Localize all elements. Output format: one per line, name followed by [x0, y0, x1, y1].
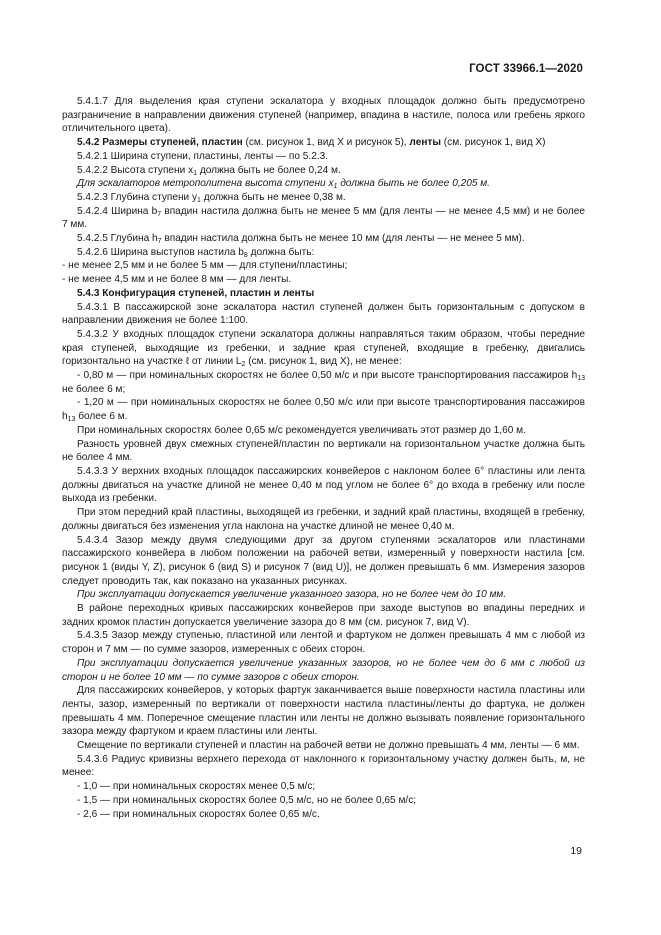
paragraph-pallet-edge: При этом передний край пластины, выходящей из гребенки, и задний край пластины, входящей в гребенку, должны двигаться без изменения угла наклона на участке длиной не менее 0,40 м.	[62, 507, 585, 532]
paragraph-5-4-2-3	[62, 191, 585, 205]
paragraph-5-4-3-3: 5.4.3.3 У верхних входных площадок пассажирских конвейеров с наклоном более 6° пластины или лента должны двигаться на участке длиной не менее 0,40 м под углом не более 6° до входа в гребенку или после выхода из гребенки.	[62, 465, 585, 505]
text-run: 5.4.3.2 У входных площадок ступени эскалатора должны направляться таким образом, чтобы передние края ступеней, выходящие из гребенки, и задние края ступеней, входящие в гребенку, двигались горизонтально на участке ℓ от линии L	[62, 328, 585, 368]
subscript: 7	[157, 210, 162, 218]
text-run: (см. рисунок 1, вид X), не менее:	[245, 356, 402, 368]
paragraph-5-4-3-2	[62, 328, 585, 369]
paragraph-5-4-3-6: 5.4.3.6 Радиус кривизны верхнего перехода от наклонного к горизонтальному участку должен быть, м, не менее:	[62, 753, 585, 779]
section-heading-5-4-2	[62, 136, 585, 150]
subscript: 8	[243, 251, 248, 259]
text-run: не более 6 м;	[62, 383, 126, 395]
paragraph-5-4-2-1: 5.4.2.1 Ширина ступени, пластины, ленты — по 5.2.3.	[77, 150, 329, 162]
text-run: - 0,80 м — при номинальных скоростях не более 0,50 м/с и при высоте транспортирования пассажиров h	[77, 370, 578, 382]
paragraph-vertical-displacement: Смещение по вертикали ступеней и пластин на рабочей ветви не должно превышать 4 мм, ленты — 6 мм.	[77, 740, 580, 752]
text-run: впадин настила должна быть не менее 10 мм (для ленты — не менее 5 мм).	[161, 233, 525, 245]
paragraph-level-difference: Разность уровней двух смежных ступеней/пластин по вертикали на горизонтальном участке должна быть не более 4 мм.	[62, 438, 585, 464]
paragraph-5-4-3-1: 5.4.3.1 В пассажирской зоне эскалатора настил ступеней должен быть горизонтальным с допуском в направлении движения не более 1:100.	[62, 301, 585, 327]
subscript: 1	[333, 183, 338, 191]
subscript: 7	[157, 238, 162, 246]
paragraph-5-4-3-4: 5.4.3.4 Зазор между двумя следующими друг за другом ступенями эскалаторов или пластинами пассажирского конвейера в любом положении на рабочей ветви, измеренный у поверхности настила [см. рисунок 1 (виды Y, Z), рисунок 6 (вид S) и рисунок 7 (вид U)], не должен превышать 6 мм. Измерения зазоров следует проводить так, как показано на указанных рисунках.	[62, 534, 585, 587]
subscript: 1	[197, 196, 201, 204]
document-header: ГОСТ 33966.1—2020	[469, 63, 583, 75]
paragraph-5-4-1-7: 5.4.1.7 Для выделения края ступени эскалатора у входных площадок должно быть предусмотрено разграничение в направлении движения ступеней (например, впадина в настиле, полоса или гребень яркого отличительного цвета).	[62, 96, 585, 135]
text-run: должна быть не более 0,205 м.	[337, 178, 490, 190]
text-run: 5.4.2.4 Ширина b	[77, 205, 158, 217]
subscript: 1	[193, 169, 198, 177]
note-operation-gap: При эксплуатации допускается увеличение указанного зазора, но не более чем до 10 мм.	[77, 589, 507, 601]
page-body	[62, 95, 585, 821]
paragraph-5-4-2-2	[62, 164, 585, 178]
text-run: впадин настила должна быть не менее 5 мм (для ленты — не менее 4,5 мм) и не более 7 мм.	[62, 205, 585, 231]
paragraph-skirt-conveyors: Для пассажирских конвейеров, у которых фартук заканчивается выше поверхности настила пластины или ленты, зазор, измеренный по вертикали от поверхности настила пластины/ленты до фартука, не должен превышать 4 мм. Поперечное смещение пластин или ленты не должно вызывать появление горизонтального зазора между фартуком и краем пластины или ленты.	[62, 685, 585, 738]
heading-text: (см. рисунок 1, вид X)	[440, 137, 546, 149]
heading-text: (см. рисунок 1, вид X и рисунок 5),	[242, 137, 410, 149]
list-item	[62, 396, 585, 423]
list-item: - 1,0 — при номинальных скоростях менее 0,5 м/с;	[77, 781, 316, 793]
list-item: - не менее 4,5 мм и не более 8 мм — для ленты.	[62, 274, 292, 286]
note-operation-gaps: При эксплуатации допускается увеличение указанных зазоров, но не более чем до 6 мм с любой из сторон и не более 10 мм — по сумме зазоров с обеих сторон.	[62, 657, 585, 683]
list-item: - не менее 2,5 мм и не более 5 мм — для ступени/пластины;	[62, 260, 348, 272]
paragraph-5-4-2-6	[62, 246, 585, 260]
text-run: 5.4.2.3 Глубина ступени y	[77, 191, 198, 203]
subscript: 13	[67, 416, 76, 424]
text-run: - 1,20 м — при номинальных скоростях не более 0,50 м/с или при высоте транспортирования пассажиров h	[62, 397, 585, 423]
paragraph-5-4-3-5: 5.4.3.5 Зазор между ступенью, пластиной или лентой и фартуком не должен превышать 4 мм с любой из сторон и 7 мм — по сумме зазоров, измеренных с обеих сторон.	[62, 630, 585, 656]
text-run: должна быть:	[247, 246, 315, 258]
note-metro-step-height	[62, 177, 585, 191]
subscript: 2	[241, 361, 246, 369]
text-run: 5.4.2.2 Высота ступени x	[77, 164, 194, 176]
paragraph-transition-curves: В районе переходных кривых пассажирских конвейеров при заходе выступов во впадины передних и задних кромок пластин допускается увеличение зазора до 8 мм (см. рисунок 7, вид V).	[62, 603, 585, 628]
paragraph-5-4-2-5	[62, 232, 585, 246]
text-run: 5.4.2.6 Ширина выступов настила b	[77, 246, 244, 258]
text-run: 5.4.2.5 Глубина h	[77, 233, 158, 245]
heading-bold-text: 5.4.2 Размеры ступеней, пластин	[77, 137, 243, 149]
text-run: должна быть не менее 0,38 м.	[200, 191, 346, 203]
list-item	[62, 369, 585, 396]
section-heading-5-4-3	[62, 287, 585, 301]
text-run: должна быть не более 0,24 м.	[197, 164, 341, 176]
text-run: более 6 м.	[75, 411, 128, 423]
list-item: - 1,5 — при номинальных скоростях более 0,5 м/с, но не более 0,65 м/с;	[77, 794, 417, 806]
paragraph-5-4-2-4	[62, 205, 585, 232]
heading-bold-text: ленты	[409, 137, 441, 149]
list-item: - 2,6 — при номинальных скоростях более 0,65 м/с.	[77, 808, 320, 820]
text-run: Для эскалаторов метрополитена высота ступени x	[77, 178, 334, 190]
subscript: 13	[577, 375, 585, 383]
page-number: 19	[570, 845, 582, 857]
paragraph-speed-recommendation: При номинальных скоростях более 0,65 м/с рекомендуется увеличивать этот размер до 1,60 м.	[77, 424, 526, 436]
heading-bold-text: 5.4.3 Конфигурация ступеней, пластин и ленты	[77, 287, 315, 299]
